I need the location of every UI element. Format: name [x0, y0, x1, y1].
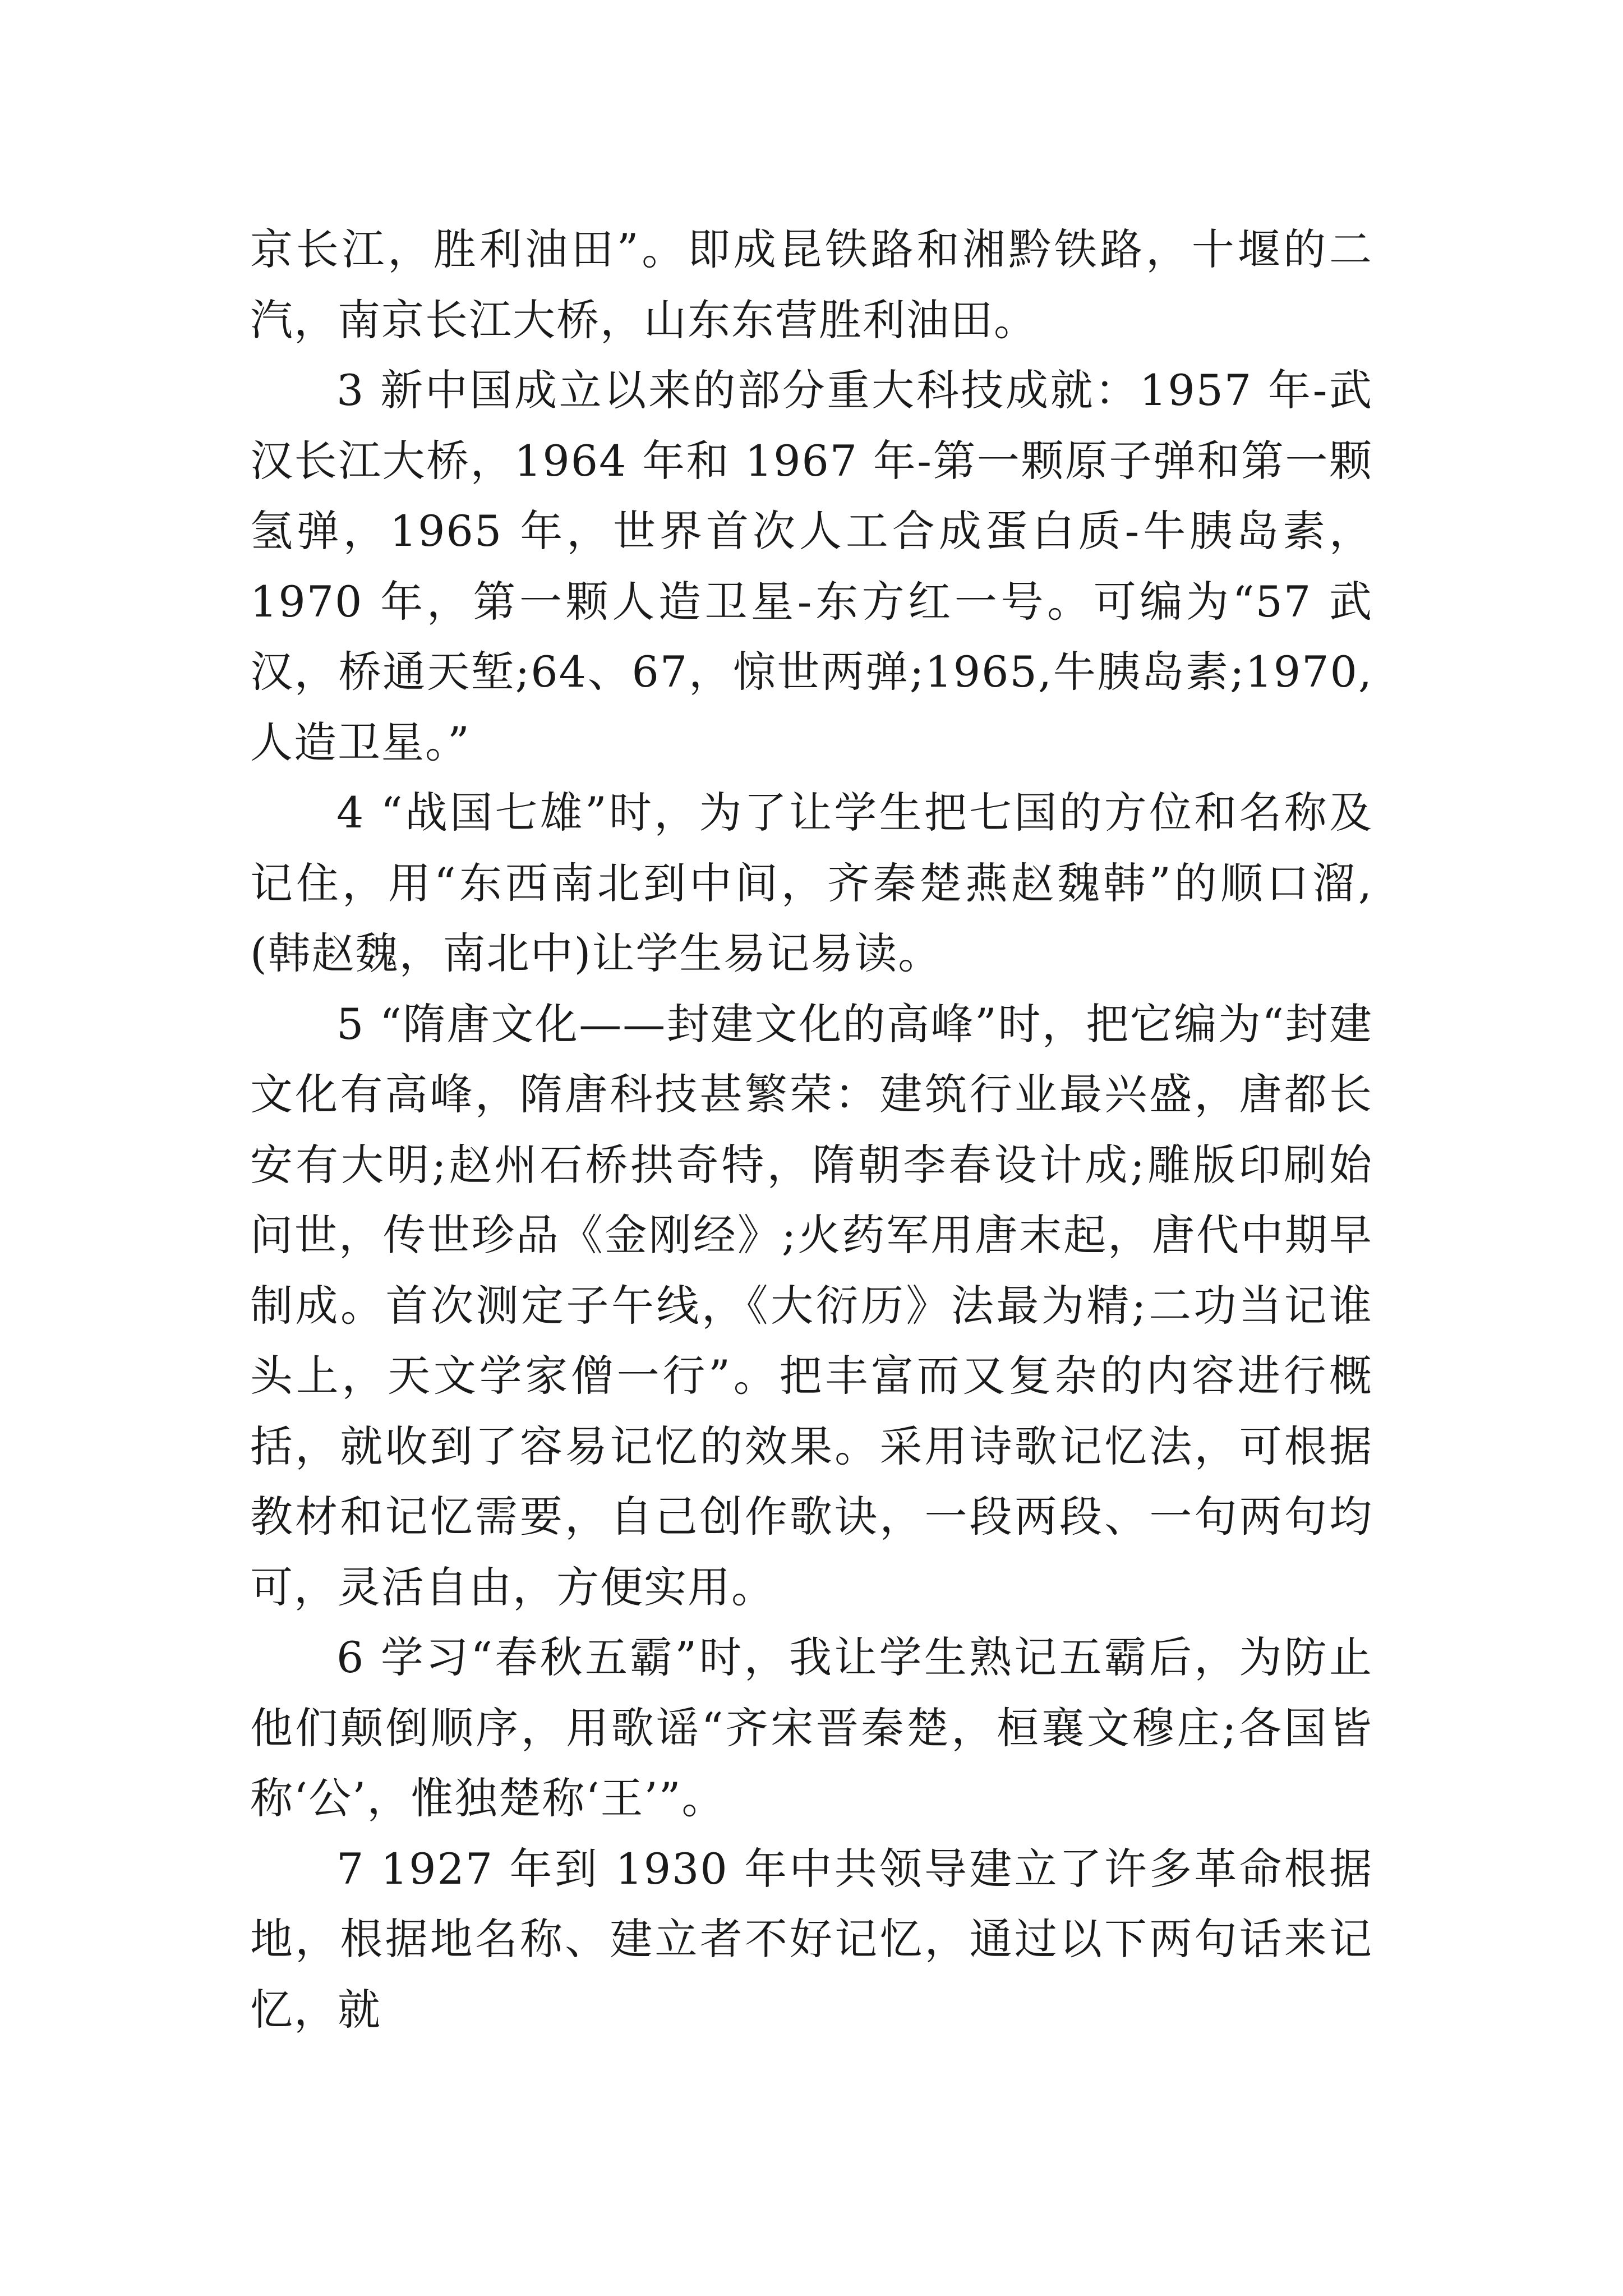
paragraph-3: 3 新中国成立以来的部分重大科技成就：1957 年-武汉长江大桥，1964 年和 1967 年-第一颗原子弹和第一颗氢弹，1965 年，世界首次人工合成蛋白质-牛胰岛素，1970 年，第一颗人造卫星-东方红一号。可编为“57 武汉，桥通天堑;64、67，惊世两弹;1965,牛胰岛素;1970,人造卫星。”: [250, 365, 1373, 767]
paragraph-continued: 京长江，胜利油田”。即成昆铁路和湘黔铁路，十堰的二汽，南京长江大桥，山东东营胜利油田。: [250, 224, 1373, 345]
paragraph-6: 6 学习“春秋五霸”时，我让学生熟记五霸后，为防止他们颠倒顺序，用歌谣“齐宋晋秦楚，桓襄文穆庄;各国皆称‘公’，惟独楚称‘王’”。: [250, 1632, 1373, 1823]
body-text: [250, 214, 1373, 2045]
paragraph-7: 7 1927 年到 1930 年中共领导建立了许多革命根据地，根据地名称、建立者不好记忆，通过以下两句话来记忆，就: [250, 1843, 1373, 2035]
paragraph-5: 5 “隋唐文化——封建文化的高峰”时，把它编为“封建文化有高峰，隋唐科技甚繁荣：建筑行业最兴盛，唐都长安有大明;赵州石桥拱奇特，隋朝李春设计成;雕版印刷始问世，传世珍品《金刚经》;火药军用唐末起，唐代中期早制成。首次测定子午线，《大衍历》法最为精;二功当记谁头上，天文学家僧一行”。把丰富而又复杂的内容进行概括，就收到了容易记忆的效果。采用诗歌记忆法，可根据教材和记忆需要，自己创作歌诀，一段两段、一句两句均可，灵活自由，方便实用。: [250, 999, 1373, 1612]
paragraph-4: 4 “战国七雄”时，为了让学生把七国的方位和名称及记住，用“东西南北到中间，齐秦楚燕赵魏韩”的顺口溜,(韩赵魏，南北中)让学生易记易读。: [250, 788, 1373, 978]
